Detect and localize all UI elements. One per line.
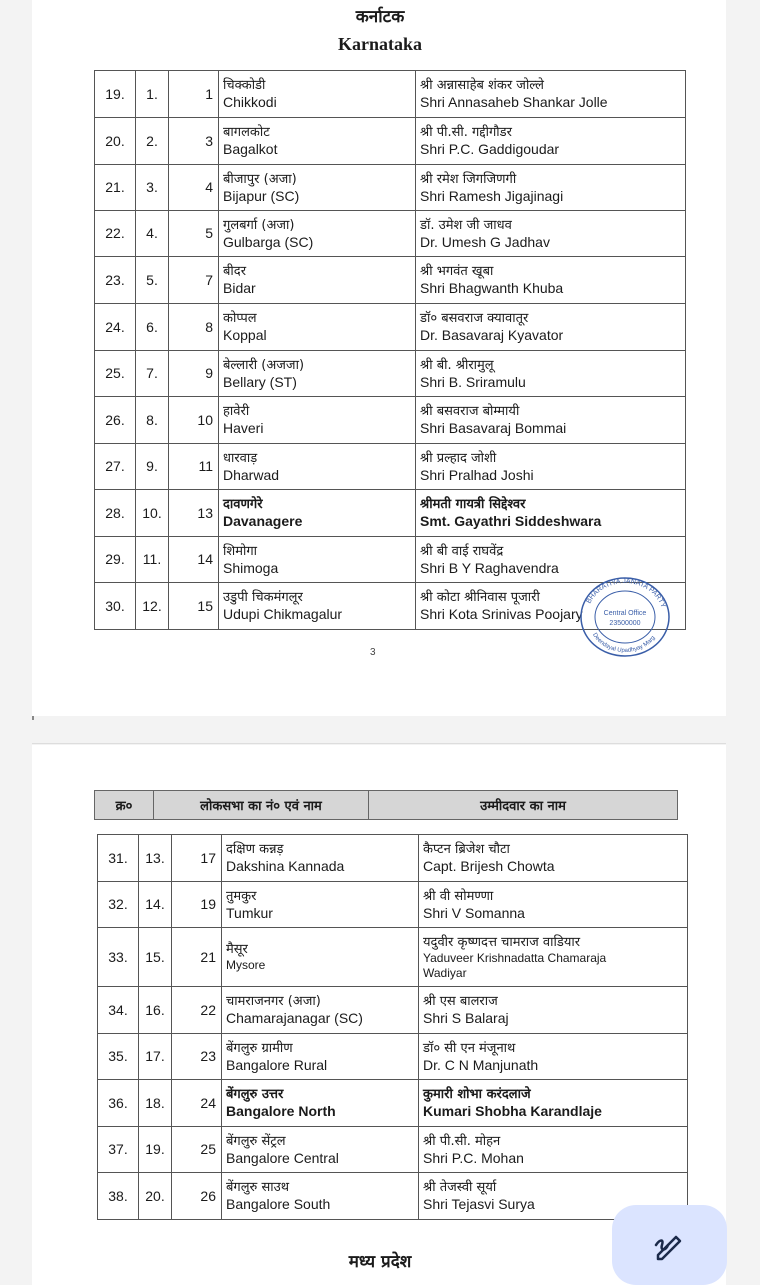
- constituency-cell: [219, 397, 416, 444]
- state-number-cell: 3.: [136, 165, 169, 211]
- pc-number-cell: 23: [172, 1034, 222, 1080]
- constituency-hindi: बीजापुर (अजा): [223, 171, 297, 187]
- constituency-english: Chikkodi: [223, 94, 277, 110]
- candidate-hindi: श्री पी.सी. मोहन: [423, 1133, 501, 1149]
- candidate-english: Shri Bhagwanth Khuba: [420, 280, 564, 296]
- pc-number-cell: 14: [169, 537, 219, 583]
- candidate-hindi: डॉ० सी एन मंजूनाथ: [423, 1040, 516, 1056]
- pc-number-cell: 1: [169, 71, 219, 118]
- candidate-english: Shri Ramesh Jigajinagi: [420, 187, 564, 204]
- candidate-english: Shri S Balaraj: [423, 1010, 509, 1026]
- candidate-hindi: श्री पी.सी. गद्दीगौडर: [420, 125, 512, 140]
- constituency-hindi: बेंगलुरु साउथ: [226, 1180, 290, 1195]
- constituency-english: Haveri: [223, 420, 264, 436]
- table-row: [98, 882, 688, 928]
- table-row: [95, 257, 686, 304]
- state-number-cell: 20.: [139, 1173, 172, 1220]
- candidate-hindi: श्री भगवंत खूबा: [420, 264, 494, 279]
- candidate-cell: [419, 1127, 688, 1173]
- candidate-english: Shri B. Sriramulu: [420, 373, 526, 390]
- stamp-text-phone: 23500000: [609, 620, 641, 627]
- serial-cell: 28.: [95, 490, 136, 537]
- constituency-hindi: दक्षिण कन्नड़: [226, 842, 284, 857]
- constituency-cell: [219, 71, 416, 118]
- state-number-cell: 10.: [136, 490, 169, 537]
- candidate-english: Smt. Gayathri Siddeshwara: [420, 513, 602, 529]
- constituency-cell: [222, 1173, 419, 1220]
- constituency-hindi: चामराजनगर (अजा): [226, 994, 321, 1009]
- pc-number-cell: 4: [169, 165, 219, 211]
- edit-fab-button[interactable]: [612, 1205, 727, 1285]
- table-row: [98, 1173, 688, 1220]
- constituency-cell: [222, 1127, 419, 1173]
- constituency-cell: [219, 165, 416, 211]
- constituency-hindi: बेंगलुरु सेंट्रल: [226, 1133, 286, 1149]
- constituency-hindi: मैसूर: [226, 942, 248, 957]
- candidate-english: Capt. Brijesh Chowta: [423, 858, 555, 874]
- constituency-hindi: दावणगेरे: [223, 497, 263, 512]
- candidate-cell: [416, 490, 686, 537]
- candidate-cell: [416, 118, 686, 165]
- svg-text:BHARATIYA JANATA PARTY: [586, 578, 667, 609]
- constituency-hindi: बीदर: [223, 264, 247, 279]
- candidate-english: Dr. Basavaraj Kyavator: [420, 327, 564, 343]
- candidate-cell: [416, 165, 686, 211]
- constituency-hindi: शिमोगा: [223, 543, 258, 559]
- candidate-hindi: श्री कोटा श्रीनिवास पूजारी: [420, 590, 540, 605]
- candidate-english: Shri P.C. Mohan: [423, 1149, 524, 1166]
- table-row: [98, 987, 688, 1034]
- constituency-cell: [219, 304, 416, 351]
- serial-cell: 27.: [95, 444, 136, 490]
- candidate-cell: [416, 397, 686, 444]
- constituency-cell: [222, 1034, 419, 1080]
- state-number-cell: 19.: [139, 1127, 172, 1173]
- candidate-hindi: डॉ. उमेश जी जाधव: [420, 217, 512, 233]
- candidate-english: Yaduveer Krishnadatta Chamaraja: [423, 950, 607, 965]
- candidate-english-line2: Wadiyar: [423, 965, 467, 980]
- candidate-hindi: श्री प्रल्हाद जोशी: [420, 450, 497, 466]
- page-separator: [32, 743, 726, 744]
- constituency-english: Chamarajanagar (SC): [226, 1010, 363, 1026]
- candidate-cell: [419, 835, 688, 882]
- candidate-cell: [419, 882, 688, 928]
- header-constituency: लोकसभा का नं० एवं नाम: [154, 791, 369, 819]
- serial-cell: 37.: [98, 1127, 139, 1173]
- constituency-hindi: चिक्कोडी: [223, 78, 266, 93]
- candidate-table-page2: [97, 834, 688, 1220]
- state-number-cell: 9.: [136, 444, 169, 490]
- constituency-english: Bagalkot: [223, 141, 278, 157]
- candidate-cell: [416, 211, 686, 257]
- candidate-hindi: श्री बी. श्रीरामुलू: [420, 357, 494, 373]
- serial-cell: 32.: [98, 882, 139, 928]
- pc-number-cell: 5: [169, 211, 219, 257]
- pc-number-cell: 3: [169, 118, 219, 165]
- serial-cell: 29.: [95, 537, 136, 583]
- constituency-hindi: उडुपी चिकमंगलूर: [223, 590, 303, 605]
- table-row: [98, 1080, 688, 1127]
- constituency-cell: [219, 351, 416, 397]
- candidate-hindi: श्री वी सोमण्णा: [423, 888, 494, 904]
- serial-cell: 19.: [95, 71, 136, 118]
- table-row: [95, 118, 686, 165]
- candidate-hindi: डॉ० बसवराज क्यावातूर: [420, 311, 529, 326]
- party-office-stamp: [579, 576, 671, 658]
- constituency-cell: [219, 490, 416, 537]
- constituency-english: Shimoga: [223, 559, 279, 576]
- constituency-english: Bangalore North: [226, 1103, 336, 1119]
- constituency-cell: [219, 583, 416, 630]
- state-number-cell: 15.: [139, 928, 172, 987]
- candidate-hindi: श्रीमती गायत्री सिद्देश्वर: [420, 497, 526, 512]
- constituency-cell: [219, 257, 416, 304]
- candidate-english: Shri Pralhad Joshi: [420, 466, 534, 483]
- candidate-english: Shri Tejasvi Surya: [423, 1196, 535, 1212]
- serial-cell: 23.: [95, 257, 136, 304]
- constituency-cell: [219, 537, 416, 583]
- state-number-cell: 4.: [136, 211, 169, 257]
- candidate-english: Dr. Umesh G Jadhav: [420, 233, 550, 250]
- edit-icon: [650, 1225, 690, 1265]
- constituency-hindi: गुलबर्गा (अजा): [223, 217, 295, 233]
- candidate-hindi: श्री तेजस्वी सूर्या: [423, 1180, 497, 1195]
- constituency-hindi: कोप्पल: [223, 311, 257, 326]
- stamp-text-top: BHARATIYA JANATA PARTY: [585, 577, 667, 609]
- constituency-english: Bangalore Rural: [226, 1056, 328, 1073]
- pc-number-cell: 15: [169, 583, 219, 630]
- state-number-cell: 14.: [139, 882, 172, 928]
- state-number-cell: 16.: [139, 987, 172, 1034]
- serial-cell: 34.: [98, 987, 139, 1034]
- candidate-hindi: श्री बी वाई राघवेंद्र: [420, 543, 504, 559]
- table-row: [98, 1034, 688, 1080]
- constituency-cell: [219, 118, 416, 165]
- constituency-hindi: बागलकोट: [223, 125, 270, 140]
- state-number-cell: 13.: [139, 835, 172, 882]
- constituency-hindi: बेंगलुरु उत्तर: [226, 1087, 284, 1102]
- state-number-cell: 6.: [136, 304, 169, 351]
- candidate-cell: [419, 1080, 688, 1127]
- state-title-hindi: कर्नाटक: [355, 7, 405, 27]
- serial-cell: 36.: [98, 1080, 139, 1127]
- table-row: [98, 928, 688, 987]
- constituency-english: Bangalore South: [226, 1196, 331, 1212]
- constituency-hindi: बेल्लारी (अजजा): [223, 357, 305, 373]
- serial-cell: 22.: [95, 211, 136, 257]
- state-number-cell: 7.: [136, 351, 169, 397]
- pc-number-cell: 11: [169, 444, 219, 490]
- pc-number-cell: 7: [169, 257, 219, 304]
- candidate-english: Shri Basavaraj Bommai: [420, 420, 567, 436]
- candidate-english: Dr. C N Manjunath: [423, 1056, 539, 1073]
- serial-cell: 31.: [98, 835, 139, 882]
- pc-number-cell: 24: [172, 1080, 222, 1127]
- state-number-cell: 17.: [139, 1034, 172, 1080]
- state-number-cell: 2.: [136, 118, 169, 165]
- pc-number-cell: 10: [169, 397, 219, 444]
- header-candidate: उम्मीदवार का नाम: [480, 799, 566, 814]
- constituency-english: Dharwad: [223, 466, 280, 483]
- state-title-english: Karnataka: [337, 34, 422, 54]
- candidate-cell: [416, 304, 686, 351]
- table-row: [95, 165, 686, 211]
- constituency-hindi: धारवाड़: [223, 450, 258, 466]
- constituency-cell: [222, 928, 419, 987]
- constituency-cell: [222, 987, 419, 1034]
- candidate-cell: [416, 257, 686, 304]
- constituency-english: Gulbarga (SC): [223, 233, 314, 250]
- state-number-cell: 1.: [136, 71, 169, 118]
- candidate-english: Shri P.C. Gaddigoudar: [420, 141, 560, 157]
- pc-number-cell: 17: [172, 835, 222, 882]
- candidate-cell: [419, 928, 688, 987]
- candidate-cell: [416, 71, 686, 118]
- constituency-hindi: बेंगलुरु ग्रामीण: [226, 1040, 293, 1056]
- table-row: [95, 304, 686, 351]
- candidate-cell: [419, 987, 688, 1034]
- candidate-cell: [416, 351, 686, 397]
- constituency-english: Bijapur (SC): [223, 187, 300, 204]
- stamp-text-mid: Central Office: [603, 610, 647, 617]
- state-number-cell: 11.: [136, 537, 169, 583]
- constituency-hindi: तुमकुर: [226, 888, 257, 904]
- table-row: [98, 1127, 688, 1173]
- candidate-hindi: श्री रमेश जिगजिणगी: [420, 171, 517, 187]
- candidate-hindi: कुमारी शोभा करंदलाजे: [423, 1087, 531, 1102]
- constituency-english: Koppal: [223, 327, 267, 343]
- page-edge-mark: [32, 716, 34, 720]
- serial-cell: 38.: [98, 1173, 139, 1220]
- pc-number-cell: 22: [172, 987, 222, 1034]
- constituency-hindi: हावेरी: [223, 404, 250, 419]
- candidate-hindi: श्री एस बालराज: [423, 994, 498, 1009]
- constituency-english: Bangalore Central: [226, 1149, 339, 1166]
- pc-number-cell: 26: [172, 1173, 222, 1220]
- candidate-english: Shri B Y Raghavendra: [420, 559, 559, 576]
- pc-number-cell: 21: [172, 928, 222, 987]
- candidate-table-page1: [94, 70, 686, 630]
- state-number-cell: 18.: [139, 1080, 172, 1127]
- candidate-hindi: श्री अन्नासाहेब शंकर जोल्ले: [420, 78, 544, 93]
- candidate-hindi: श्री बसवराज बोम्मायी: [420, 404, 520, 419]
- candidate-english: Shri Kota Srinivas Poojary: [420, 606, 583, 622]
- constituency-cell: [222, 1080, 419, 1127]
- serial-cell: 26.: [95, 397, 136, 444]
- candidate-english: Kumari Shobha Karandlaje: [423, 1103, 602, 1119]
- constituency-cell: [219, 211, 416, 257]
- pc-number-cell: 8: [169, 304, 219, 351]
- table-row: [95, 444, 686, 490]
- table-row: [95, 211, 686, 257]
- constituency-english: Tumkur: [226, 904, 273, 921]
- candidate-cell: [419, 1034, 688, 1080]
- constituency-cell: [222, 882, 419, 928]
- table-row: [98, 835, 688, 882]
- serial-cell: 33.: [98, 928, 139, 987]
- serial-cell: 20.: [95, 118, 136, 165]
- candidate-english: Shri Annasaheb Shankar Jolle: [420, 94, 608, 110]
- constituency-english: Davanagere: [223, 513, 303, 529]
- constituency-english: Dakshina Kannada: [226, 858, 345, 874]
- state-number-cell: 8.: [136, 397, 169, 444]
- table-row: [95, 351, 686, 397]
- pc-number-cell: 19: [172, 882, 222, 928]
- table-row: [95, 71, 686, 118]
- candidate-cell: [416, 444, 686, 490]
- candidate-english: Shri V Somanna: [423, 904, 525, 921]
- pc-number-cell: 13: [169, 490, 219, 537]
- pc-number-cell: 9: [169, 351, 219, 397]
- constituency-english: Mysore: [226, 958, 266, 972]
- page-number: 3: [370, 647, 376, 658]
- next-state-title: मध्य प्रदेश: [348, 1252, 412, 1272]
- constituency-cell: [219, 444, 416, 490]
- table-row: [95, 397, 686, 444]
- table-row: [95, 490, 686, 537]
- constituency-english: Udupi Chikmagalur: [223, 606, 343, 622]
- serial-cell: 25.: [95, 351, 136, 397]
- state-number-cell: 5.: [136, 257, 169, 304]
- serial-cell: 30.: [95, 583, 136, 630]
- constituency-english: Bidar: [223, 280, 256, 296]
- constituency-english: Bellary (ST): [223, 373, 297, 390]
- constituency-cell: [222, 835, 419, 882]
- state-number-cell: 12.: [136, 583, 169, 630]
- serial-cell: 24.: [95, 304, 136, 351]
- header-serial: क्र०: [95, 791, 154, 819]
- stamp-text-bottom: Deendayal Upadhyay Marg: [591, 632, 657, 655]
- table-header-bar: [94, 790, 678, 820]
- serial-cell: 35.: [98, 1034, 139, 1080]
- candidate-hindi: यदुवीर कृष्णदत्त चामराज वाडियार: [423, 934, 581, 950]
- pc-number-cell: 25: [172, 1127, 222, 1173]
- serial-cell: 21.: [95, 165, 136, 211]
- candidate-hindi: कैप्टन ब्रिजेश चौटा: [423, 842, 510, 857]
